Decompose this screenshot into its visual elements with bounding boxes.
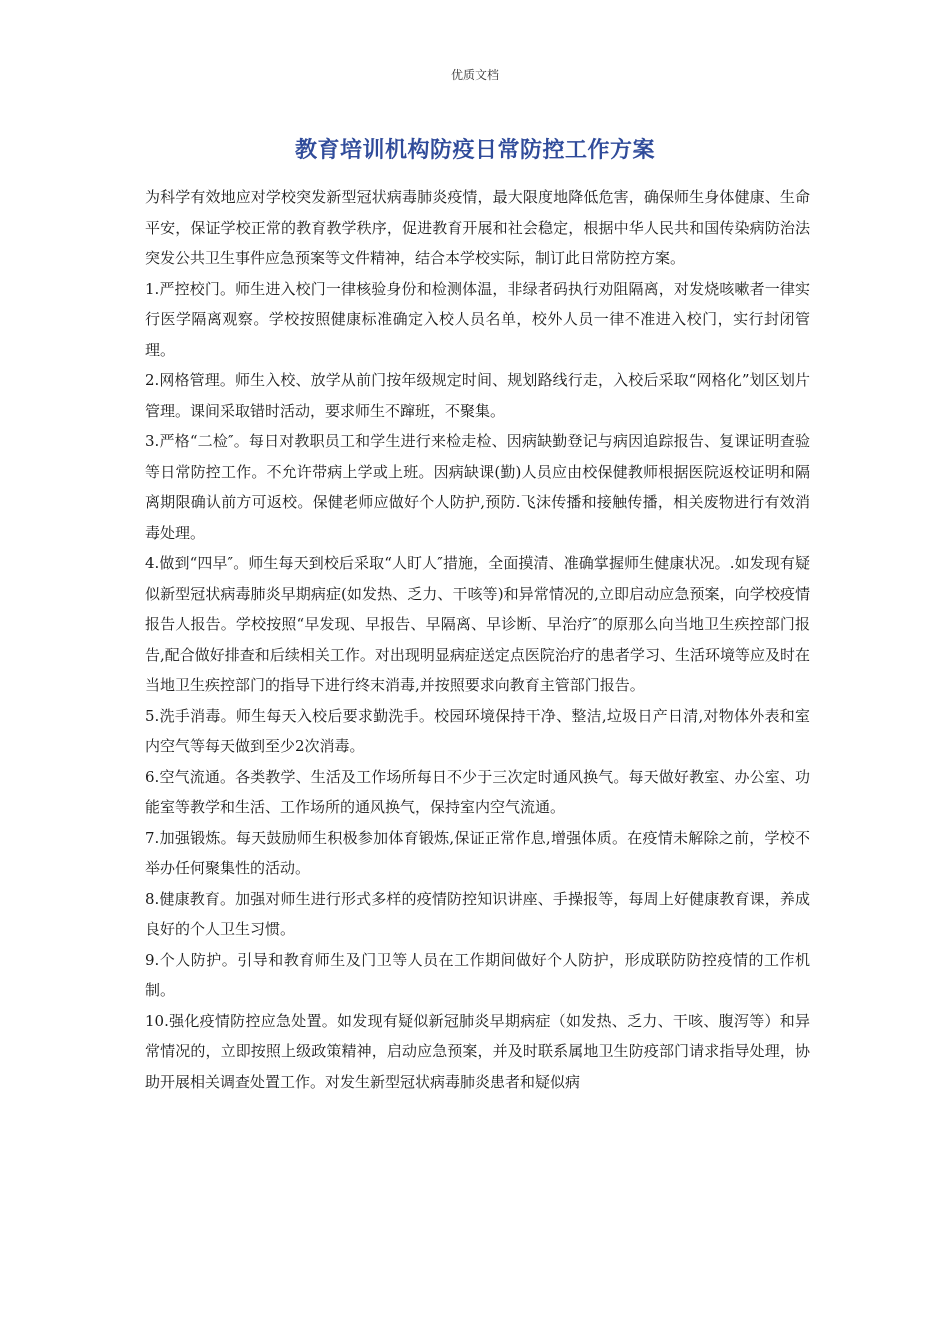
paragraph-1: 1.严控校门。师生进入校门一律核验身份和检测体温，非绿者码执行劝阻隔离，对发烧咳嗽者一律实行医学隔离观察。学校按照健康标准确定入校人员名单，校外人员一律不准进入校门，实行封闭管理。 [145, 279, 810, 359]
paragraph-5: 5.洗手消毒。师生每天入校后要求勤洗手。校园环境保持干净、整洁,垃圾日产日清,对物体外表和室内空气等每天做到至少2次消毒。 [145, 706, 810, 755]
document-title: 教育培训机构防疫日常防控工作方案 [294, 138, 655, 163]
paragraph-9: 9.个人防护。引导和教育师生及门卫等人员在工作期间做好个人防护，形成联防防控疫情的工作机制。 [145, 950, 810, 999]
document-body [145, 182, 810, 1097]
paragraph-6: 6.空气流通。各类教学、生活及工作场所每日不少于三次定时通风换气。每天做好教室、办公室、功能室等教学和生活、工作场所的通风换气，保持室内空气流通。 [145, 767, 810, 816]
paragraph-7: 7.加强锻炼。每天鼓励师生积极参加体育锻炼,保证正常作息,增强体质。在疫情未解除之前，学校不举办任何聚集性的活动。 [145, 828, 810, 877]
paragraph-2: 2.网格管理。师生入校、放学从前门按年级规定时间、规划路线行走，入校后采取“网格化”划区划片管理。课间采取错时活动，要求师生不蹿班，不聚集。 [145, 371, 810, 420]
paragraph-intro: 为科学有效地应对学校突发新型冠状病毒肺炎疫情，最大限度地降低危害，确保师生身体健康、生命平安，保证学校正常的教育教学秩序，促进教育开展和社会稳定，根据中华人民共和国传染病防治法突发公共卫生事件应急预案等文件精神，结合本学校实际，制订此日常防控方案。 [145, 188, 810, 267]
paragraph-3: 3.严格“二检″。每日对教职员工和学生进行来检走检、因病缺勤登记与病因追踪报告、复课证明查验等日常防控工作。不允许带病上学或上班。因病缺课(勤)人员应由校保健教师根据医院返校证明和隔离期限确认前方可返校。保健老师应做好个人防护,预防.飞沫传播和接触传播，相关废物进行有效消毒处理。 [145, 432, 810, 542]
paragraph-8: 8.健康教育。加强对师生进行形式多样的疫情防控知识讲座、手操报等，每周上好健康教育课，养成良好的个人卫生习惯。 [145, 889, 810, 938]
header-label: 优质文档 [450, 68, 499, 82]
paragraph-10: 10.强化疫情防控应急处置。如发现有疑似新冠肺炎早期病症（如发热、乏力、干咳、腹泻等）和异常情况的，立即按照上级政策精神，启动应急预案，并及时联系属地卫生防疫部门请求指导处理，协助开展相关调查处置工作。对发生新型冠状病毒肺炎患者和疑似病 [145, 1011, 810, 1091]
paragraph-4: 4.做到“四早″。师生每天到校后采取“人盯人″措施，全面摸清、准确掌握师生健康状况。.如发现有疑似新型冠状病毒肺炎早期病症(如发热、乏力、干咳等)和异常情况的,立即启动应急预案，向学校疫情报告人报告。学校按照“早发现、早报告、早隔离、早诊断、早治疗″的原那么向当地卫生疾控部门报告,配合做好排查和后续相关工作。对出现明显病症送定点医院治疗的患者学习、生活环境等应及时在当地卫生疾控部门的指导下进行终末消毒,并按照要求向教育主管部门报告。 [145, 554, 810, 694]
